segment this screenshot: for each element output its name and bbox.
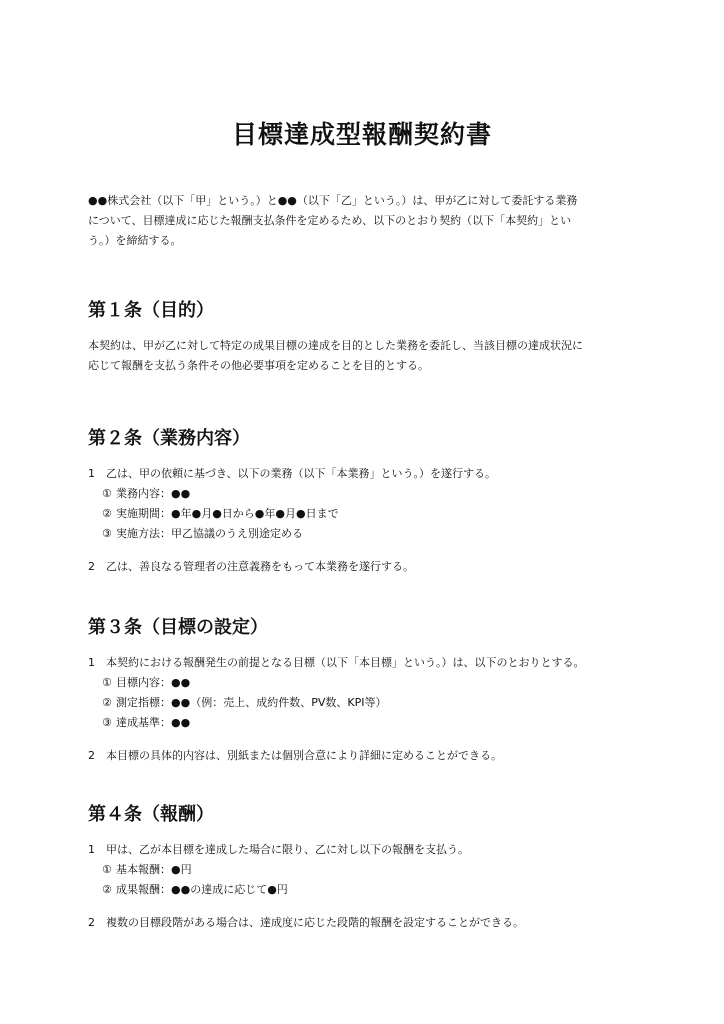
article-heading: 第１条（目的） — [88, 300, 214, 321]
clause-text: 本契約における報酬発生の前提となる目標（以下「本目標」という。）は、以下のとおりとする。 — [106, 656, 585, 669]
clause-number: 1 — [88, 467, 95, 480]
list-item — [88, 484, 658, 504]
article-heading: 第２条（業務内容） — [88, 428, 250, 449]
item-marker: ② — [102, 883, 112, 896]
list-item — [88, 713, 658, 733]
document-title: 目標達成型報酬契約書 — [231, 120, 492, 149]
preamble-line: ●●株式会社（以下「甲」という。）と●●（以下「乙」という。）は、甲が乙に対して委託する業務 — [88, 194, 578, 207]
clause-number: 1 — [88, 656, 95, 669]
clause-paragraph — [88, 840, 658, 860]
item-text: 成果報酬：●●の達成に応じて●円 — [116, 883, 288, 896]
clause-number: 2 — [88, 749, 95, 762]
list-item — [88, 673, 658, 693]
article-2 — [88, 426, 658, 577]
list-item — [88, 693, 658, 713]
article-body-line: 応じて報酬を支払う条件その他必要事項を定めることを目的とする。 — [88, 359, 429, 372]
article-3 — [88, 615, 658, 766]
clause-paragraph — [88, 557, 658, 577]
list-item — [88, 860, 658, 880]
article-body-line: 本契約は、甲が乙に対して特定の成果目標の達成を目的とした業務を委託し、当該目標の達成状況に — [88, 339, 583, 352]
item-text: 基本報酬：●円 — [116, 863, 192, 876]
clause-paragraph — [88, 653, 658, 673]
spacer — [88, 900, 658, 913]
item-marker: ① — [102, 676, 112, 689]
item-text: 目標内容：●● — [116, 676, 191, 689]
preamble-line: う。）を締結する。 — [88, 234, 182, 247]
article-4 — [88, 802, 658, 933]
clause-paragraph — [88, 464, 658, 484]
item-marker: ③ — [102, 716, 112, 729]
item-marker: ① — [102, 487, 112, 500]
list-item — [88, 524, 658, 544]
item-marker: ③ — [102, 527, 112, 540]
article-1 — [88, 298, 658, 376]
clause-text: 乙は、甲の依頼に基づき、以下の業務（以下「本業務」という。）を遂行する。 — [106, 467, 497, 480]
item-text: 達成基準：●● — [116, 716, 191, 729]
clause-text: 甲は、乙が本目標を達成した場合に限り、乙に対し以下の報酬を支払う。 — [106, 843, 469, 856]
list-item — [88, 504, 658, 524]
item-text: 測定指標：●●（例：売上、成約件数、PV数、KPI等） — [116, 696, 387, 709]
clause-paragraph — [88, 746, 658, 766]
item-text: 業務内容：●● — [116, 487, 191, 500]
list-item — [88, 880, 658, 900]
item-marker: ② — [102, 696, 112, 709]
clause-number: 2 — [88, 560, 95, 573]
article-heading: 第３条（目標の設定） — [88, 617, 268, 638]
preamble — [88, 191, 648, 251]
spacer — [88, 733, 658, 746]
item-text: 実施期間：●年●月●日から●年●月●日まで — [116, 507, 339, 520]
clause-text: 本目標の具体的内容は、別紙または個別合意により詳細に定めることができる。 — [106, 749, 502, 762]
clause-paragraph — [88, 913, 658, 933]
article-heading: 第４条（報酬） — [88, 804, 214, 825]
clause-text: 乙は、善良なる管理者の注意義務をもって本業務を遂行する。 — [106, 560, 414, 573]
item-text: 実施方法：甲乙協議のうえ別途定める — [116, 527, 303, 540]
item-marker: ① — [102, 863, 112, 876]
preamble-line: について、目標達成に応じた報酬支払条件を定めるため、以下のとおり契約（以下「本契約」とい — [88, 214, 572, 227]
clause-number: 2 — [88, 916, 95, 929]
clause-number: 1 — [88, 843, 95, 856]
item-marker: ② — [102, 507, 112, 520]
clause-text: 複数の目標段階がある場合は、達成度に応じた段階的報酬を設定することができる。 — [106, 916, 524, 929]
spacer — [88, 544, 658, 557]
